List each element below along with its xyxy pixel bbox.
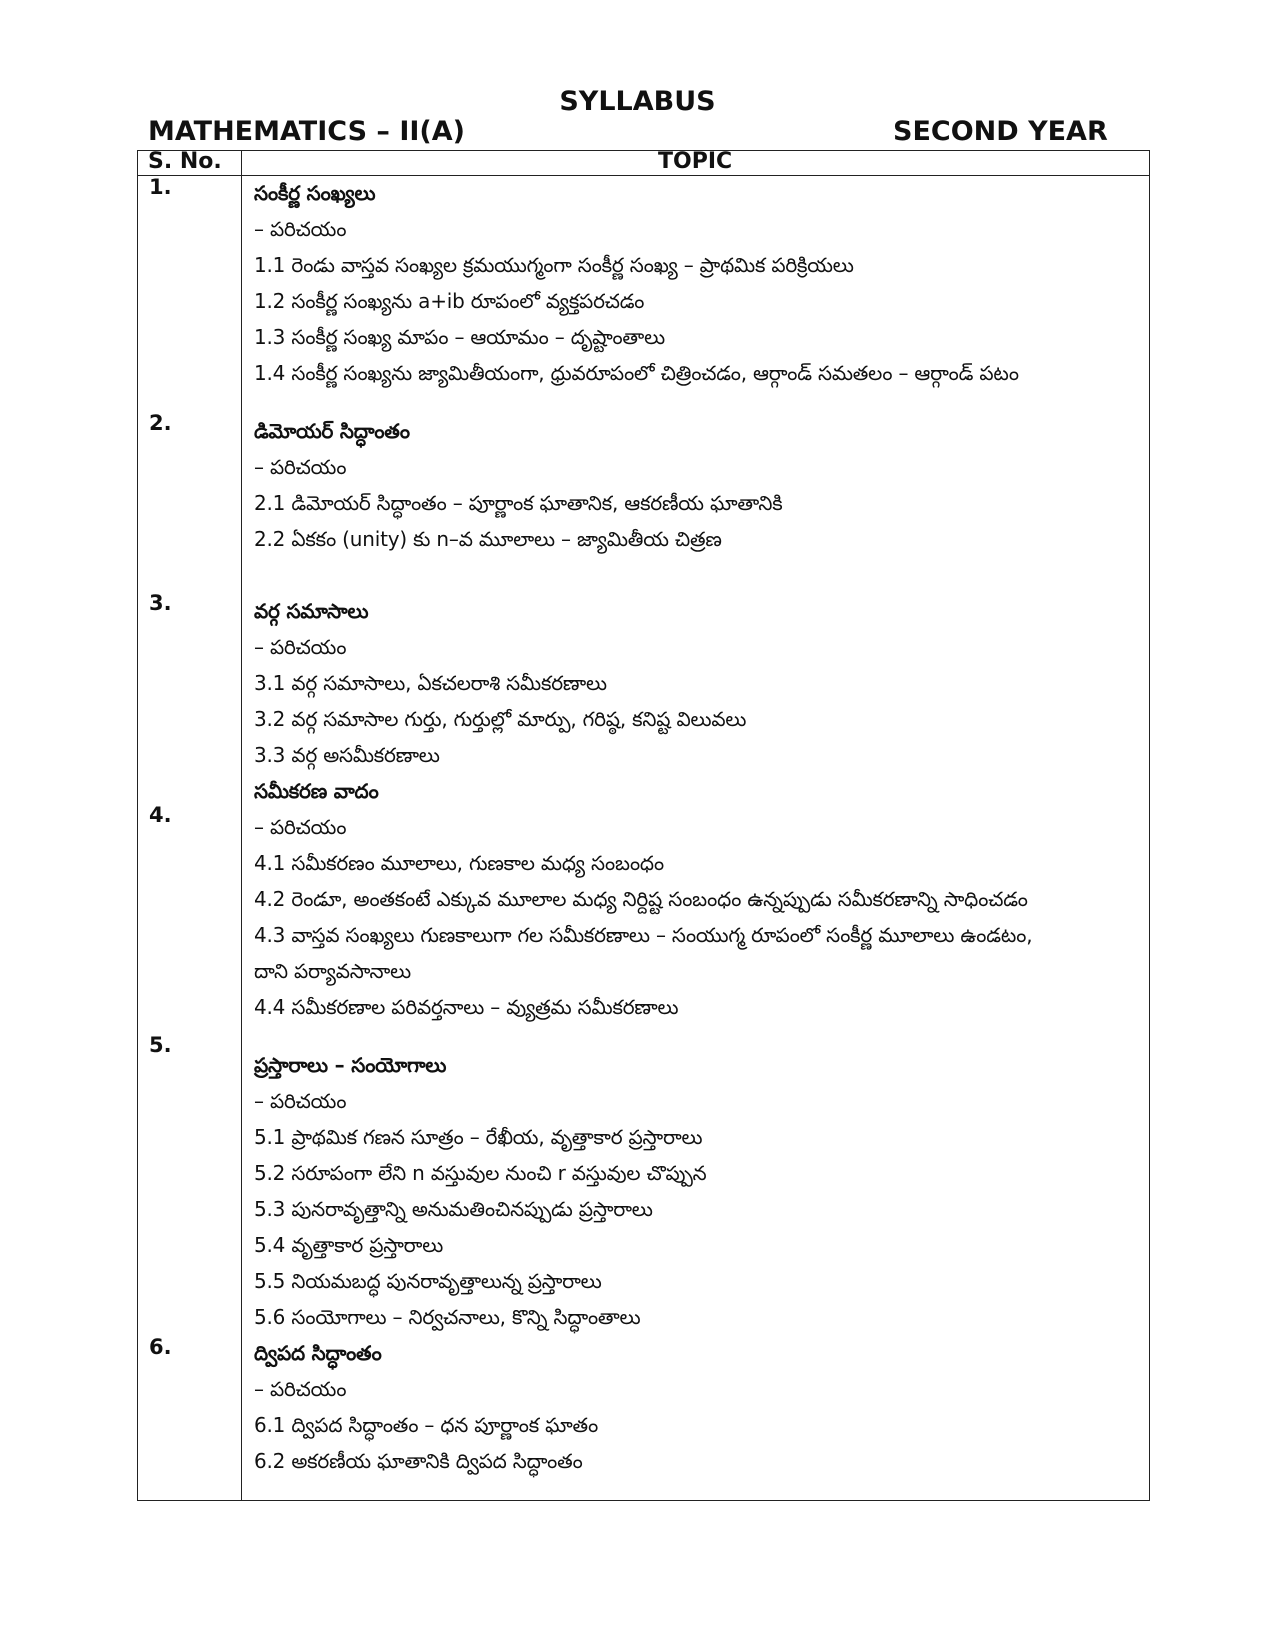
- section-number: 6.: [149, 1335, 172, 1359]
- topic-line: 4.4 సమీకరణాల పరివర్తనాలు – వ్యుత్రమ సమీకరణాలు: [254, 995, 679, 1019]
- section-heading: డిమోయర్ సిద్ధాంతం: [254, 419, 410, 443]
- section-number: 4.: [149, 803, 172, 827]
- topic-line: – పరిచయం: [254, 1089, 347, 1113]
- topic-line: 6.2 అకరణీయ ఘాతానికి ద్విపద సిద్ధాంతం: [254, 1449, 583, 1473]
- section-heading: వర్గ సమాసాలు: [254, 599, 369, 623]
- column-header-topic: TOPIC: [658, 149, 733, 174]
- topic-line: 5.3 పునరావృత్తాన్ని అనుమతించినప్పుడు ప్రస్తారాలు: [254, 1197, 653, 1221]
- topic-line: దాని పర్యావసానాలు: [254, 959, 411, 983]
- topic-line: 3.2 వర్గ సమాసాల గుర్తు, గుర్తుల్లో మార్పు, గరిష్ఠ, కనిష్ట విలువలు: [254, 707, 747, 731]
- topic-line: 1.3 సంకీర్ణ సంఖ్య మాపం – ఆయామం – దృష్టాంతాలు: [254, 325, 665, 349]
- section-number: 3.: [149, 591, 172, 615]
- topic-line: – పరిచయం: [254, 1377, 347, 1401]
- topic-line: 4.3 వాస్తవ సంఖ్యలు గుణకాలుగా గల సమీకరణాలు – సంయుగ్మ రూపంలో సంకీర్ణ మూలాలు ఉండటం,: [254, 923, 1033, 947]
- section-heading: సంకీర్ణ సంఖ్యలు: [254, 181, 376, 205]
- topic-line: – పరిచయం: [254, 815, 347, 839]
- section-heading: ప్రస్తారాలు – సంయోగాలు: [254, 1053, 447, 1077]
- topic-line: 5.1 ప్రాథమిక గణన సూత్రం – రేఖీయ, వృత్తాకార ప్రస్తారాలు: [254, 1125, 703, 1149]
- section-number: 5.: [149, 1033, 172, 1057]
- topic-line: 1.4 సంకీర్ణ సంఖ్యను జ్యామితీయంగా, ధ్రువరూపంలో చిత్రించడం, ఆర్గాండ్ సమతలం – ఆర్గాండ్ పటం: [254, 361, 1019, 385]
- column-divider: [241, 151, 242, 1500]
- subject-title: MATHEMATICS – II(A): [148, 116, 465, 147]
- topic-line: 1.1 రెండు వాస్తవ సంఖ్యల క్రమయుగ్మంగా సంకీర్ణ సంఖ్య – ప్రాథమిక పరిక్రియలు: [254, 253, 854, 277]
- topic-line: 5.5 నియమబద్ధ పునరావృత్తాలున్న ప్రస్తారాలు: [254, 1269, 602, 1293]
- topic-line: 2.1 డిమోయర్ సిద్ధాంతం – పూర్ణాంక ఘాతానిక, ఆకరణీయ ఘాతానికి: [254, 491, 783, 515]
- topic-line: 4.2 రెండూ, అంతకంటే ఎక్కువ మూలాల మధ్య నిర్దిష్ట సంబంధం ఉన్నప్పుడు సమీకరణాన్ని సాధించడం: [254, 887, 1028, 911]
- section-heading: ద్విపద సిద్ధాంతం: [254, 1341, 382, 1365]
- section-heading: సమీకరణ వాదం: [254, 779, 379, 803]
- page-title: SYLLABUS: [559, 86, 716, 117]
- topic-line: – పరిచయం: [254, 635, 347, 659]
- syllabus-table: [137, 150, 1150, 1501]
- topic-line: 5.2 సరూపంగా లేని n వస్తువుల నుంచి r వస్తువుల చొప్పున: [254, 1161, 707, 1185]
- section-number: 1.: [149, 175, 172, 199]
- column-header-sno: S. No.: [148, 149, 222, 174]
- header-divider: [138, 175, 1149, 176]
- section-number: 2.: [149, 411, 172, 435]
- topic-line: 3.3 వర్గ అసమీకరణాలు: [254, 743, 440, 767]
- topic-line: 6.1 ద్విపద సిద్ధాంతం – ధన పూర్ణాంక ఘాతం: [254, 1413, 599, 1437]
- topic-line: 2.2 ఏకకం (unity) కు n–వ మూలాలు – జ్యామితీయ చిత్రణ: [254, 527, 722, 551]
- topic-line: 5.4 వృత్తాకార ప్రస్తారాలు: [254, 1233, 444, 1257]
- topic-line: 1.2 సంకీర్ణ సంఖ్యను a+ib రూపంలో వ్యక్తపరచడం: [254, 289, 645, 313]
- topic-line: 4.1 సమీకరణం మూలాలు, గుణకాల మధ్య సంబంధం: [254, 851, 664, 875]
- topic-line: 5.6 సంయోగాలు – నిర్వచనాలు, కొన్ని సిద్ధాంతాలు: [254, 1305, 641, 1329]
- topic-line: – పరిచయం: [254, 455, 347, 479]
- topic-line: – పరిచయం: [254, 217, 347, 241]
- year-label: SECOND YEAR: [893, 116, 1108, 147]
- topic-line: 3.1 వర్గ సమాసాలు, ఏకచలరాశి సమీకరణాలు: [254, 671, 607, 695]
